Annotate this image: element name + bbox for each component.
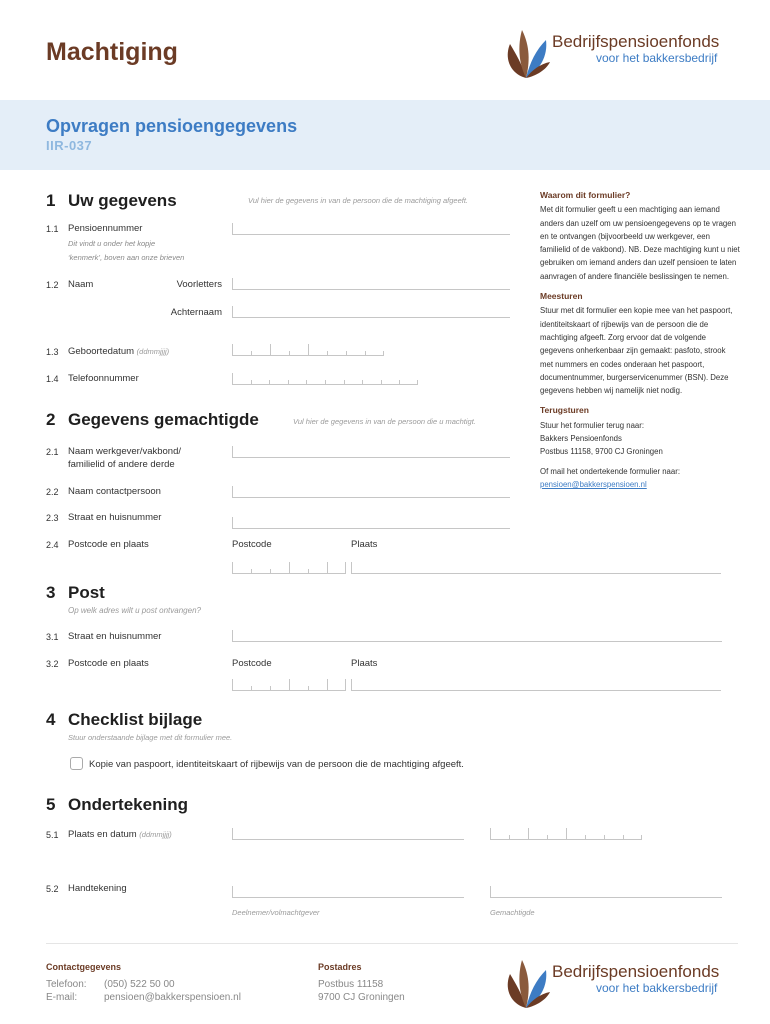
pensioennummer-label: Pensioennummer xyxy=(68,223,143,234)
contactpersoon-label: Naam contactpersoon xyxy=(68,486,161,497)
werkgever-label-1: Naam werkgever/vakbond/ xyxy=(68,446,181,457)
footer-tel: (050) 522 50 00 xyxy=(104,979,175,990)
contactpersoon-field[interactable] xyxy=(232,486,510,498)
post-plaats-label: Plaats xyxy=(351,658,378,669)
telefoonnummer-label: Telefoonnummer xyxy=(68,373,139,384)
field-number: 3.1 xyxy=(46,632,59,642)
geboortedatum-field[interactable] xyxy=(232,344,384,356)
postcode-plaats-label: Postcode en plaats xyxy=(68,539,149,550)
section-number: 1 xyxy=(46,191,56,210)
field-number: 3.2 xyxy=(46,659,59,669)
signature-gemachtigde-caption: Gemachtigde xyxy=(490,908,535,917)
section-number: 2 xyxy=(46,410,56,429)
plaats-label: Plaats xyxy=(351,539,378,550)
section-title: Gegevens gemachtigde xyxy=(68,410,259,429)
signature-gemachtigde-field[interactable] xyxy=(490,886,722,898)
section-1-hint: Vul hier de gegevens in van de persoon die de machtiging afgeeft. xyxy=(248,196,469,205)
date-format: (ddmmjjjj) xyxy=(136,347,170,356)
section-title: Ondertekening xyxy=(68,795,188,814)
logo-name: Bedrijfspensioenfonds xyxy=(552,962,720,981)
postcode-label: Postcode xyxy=(232,539,272,550)
straat-label: Straat en huisnummer xyxy=(68,512,162,523)
field-number: 2.4 xyxy=(46,540,59,550)
section-number: 3 xyxy=(46,583,56,602)
geboortedatum-text: Geboortedatum xyxy=(68,346,135,357)
footer-tel-label: Telefoon: xyxy=(46,979,87,990)
section-title: Uw gegevens xyxy=(68,191,177,210)
achternaam-field[interactable] xyxy=(232,306,510,318)
section-3-hint: Op welk adres wilt u post ontvangen? xyxy=(68,606,201,615)
meesturen-heading: Meesturen xyxy=(540,291,583,302)
field-number: 2.1 xyxy=(46,447,59,457)
telefoonnummer-field[interactable] xyxy=(232,373,418,385)
postcode-field[interactable] xyxy=(232,562,346,574)
post-straat-field[interactable] xyxy=(232,630,722,642)
field-number: 5.1 xyxy=(46,830,59,840)
form-title: Machtiging xyxy=(46,38,178,66)
wheat-logo-icon xyxy=(500,18,552,84)
why-heading: Waarom dit formulier? xyxy=(540,190,631,200)
footer-contact-heading: Contactgegevens xyxy=(46,962,122,972)
form-code: IIR-037 xyxy=(46,138,93,153)
paspoort-checkbox[interactable] xyxy=(70,757,83,770)
mail-text: Of mail het ondertekende formulier naar: xyxy=(540,466,680,476)
sidebar-email-link[interactable]: pensioen@bakkerspensioen.nl xyxy=(540,479,647,489)
plaats-datum-label xyxy=(68,829,172,840)
post-postcode-label: Postcode xyxy=(232,658,272,669)
footer-post-1: Postbus 11158 xyxy=(318,979,384,990)
footer-logo xyxy=(500,948,740,1016)
signature-deelnemer-caption: Deelnemer/volmachtgever xyxy=(232,908,320,917)
handtekening-label: Handtekening xyxy=(68,883,127,894)
section-title: Checklist bijlage xyxy=(68,710,203,729)
field-number: 1.4 xyxy=(46,374,59,384)
geboortedatum-label xyxy=(68,346,169,357)
post-straat-label: Straat en huisnummer xyxy=(68,631,162,642)
field-number: 5.2 xyxy=(46,884,59,894)
paspoort-checkbox-label: Kopie van paspoort, identiteitskaart of rijbewijs van de persoon die de machtiging afgeeft. xyxy=(89,759,464,770)
section-4-hint: Stuur onderstaande bijlage met dit formulier mee. xyxy=(68,733,233,742)
section-4-heading xyxy=(46,710,202,730)
straat-field[interactable] xyxy=(232,517,510,529)
logo-name: Bedrijfspensioenfonds xyxy=(552,32,720,51)
plaats-field[interactable] xyxy=(351,562,721,574)
field-number: 1.3 xyxy=(46,347,59,357)
terugsturen-heading: Terugsturen xyxy=(540,405,589,416)
why-text: Met dit formulier geeft u een machtiging aan iemand anders dan uzelf om uw pensioengegevens op te vragen en te ontvangen (bijvoorbeeld uw werkgever, een familielid of de vakbond). NB. Deze machtiging kunt u niet gebruiken om iemand anders dan uzelf pensioen te laten aanvragen of andere financiële beslissingen te nemen. xyxy=(540,205,740,281)
pensioennummer-field[interactable] xyxy=(232,223,510,235)
field-number: 2.2 xyxy=(46,487,59,497)
post-postcode-plaats-label: Postcode en plaats xyxy=(68,658,149,669)
info-sidebar xyxy=(540,189,740,491)
footer-email-label: E-mail: xyxy=(46,992,78,1003)
voorletters-label: Voorletters xyxy=(176,279,222,290)
form-subject: Opvragen pensioengegevens xyxy=(46,116,298,136)
footer-post-heading: Postadres xyxy=(318,962,362,972)
section-2-hint: Vul hier de gegevens in van de persoon die u machtigt. xyxy=(293,417,476,426)
section-5-heading xyxy=(46,795,188,815)
logo-subtitle: voor het bakkersbedrijf xyxy=(596,981,718,995)
meesturen-text: Stuur met dit formulier een kopie mee van het paspoort, identiteitskaart of rijbewijs van de persoon die de machtiging afgeeft. Zorg ervoor dat de volgende gegevens onherkenbaar zijn gemaakt: pasfoto, strook met nummers en codes onderaan het paspoort, documentnummer, burgerservicenummer (BSN). Deze gegevens hebben wij namelijk niet nodig. xyxy=(540,306,733,396)
werkgever-field[interactable] xyxy=(232,446,510,458)
werkgever-label-2: familielid of andere derde xyxy=(68,459,175,470)
pensioennummer-help-2: ‘kenmerk’, boven aan onze brieven xyxy=(68,253,185,262)
post-plaats-field[interactable] xyxy=(351,679,721,691)
section-1-heading xyxy=(46,191,177,211)
terugsturen-line-1: Stuur het formulier terug naar: xyxy=(540,420,645,430)
section-2-heading xyxy=(46,410,259,430)
naam-label: Naam xyxy=(68,279,94,290)
post-postcode-field[interactable] xyxy=(232,679,346,691)
section-number: 5 xyxy=(46,795,56,814)
terugsturen-line-3: Postbus 11158, 9700 CJ Groningen xyxy=(540,447,663,457)
pensioennummer-help-1: Dit vindt u onder het kopje xyxy=(68,239,156,248)
section-3-heading xyxy=(46,583,105,603)
logo xyxy=(500,18,740,86)
section-number: 4 xyxy=(46,710,56,729)
voorletters-field[interactable] xyxy=(232,278,510,290)
footer-post-2: 9700 CJ Groningen xyxy=(318,992,405,1003)
signature-deelnemer-field[interactable] xyxy=(232,886,464,898)
field-number: 1.1 xyxy=(46,224,59,234)
field-number: 2.3 xyxy=(46,513,59,523)
terugsturen-line-2: Bakkers Pensioenfonds xyxy=(540,434,622,444)
date-format: (ddmmjjjj) xyxy=(139,830,172,839)
field-number: 1.2 xyxy=(46,280,59,290)
footer-divider xyxy=(46,943,738,944)
plaats-datum-text: Plaats en datum xyxy=(68,829,137,840)
achternaam-label: Achternaam xyxy=(170,307,222,318)
logo-subtitle: voor het bakkersbedrijf xyxy=(596,51,718,65)
footer-email[interactable]: pensioen@bakkerspensioen.nl xyxy=(104,992,241,1003)
datum-field-signing[interactable] xyxy=(490,828,642,840)
plaats-field-signing[interactable] xyxy=(232,828,464,840)
section-title: Post xyxy=(68,583,105,602)
wheat-logo-icon xyxy=(500,948,552,1014)
